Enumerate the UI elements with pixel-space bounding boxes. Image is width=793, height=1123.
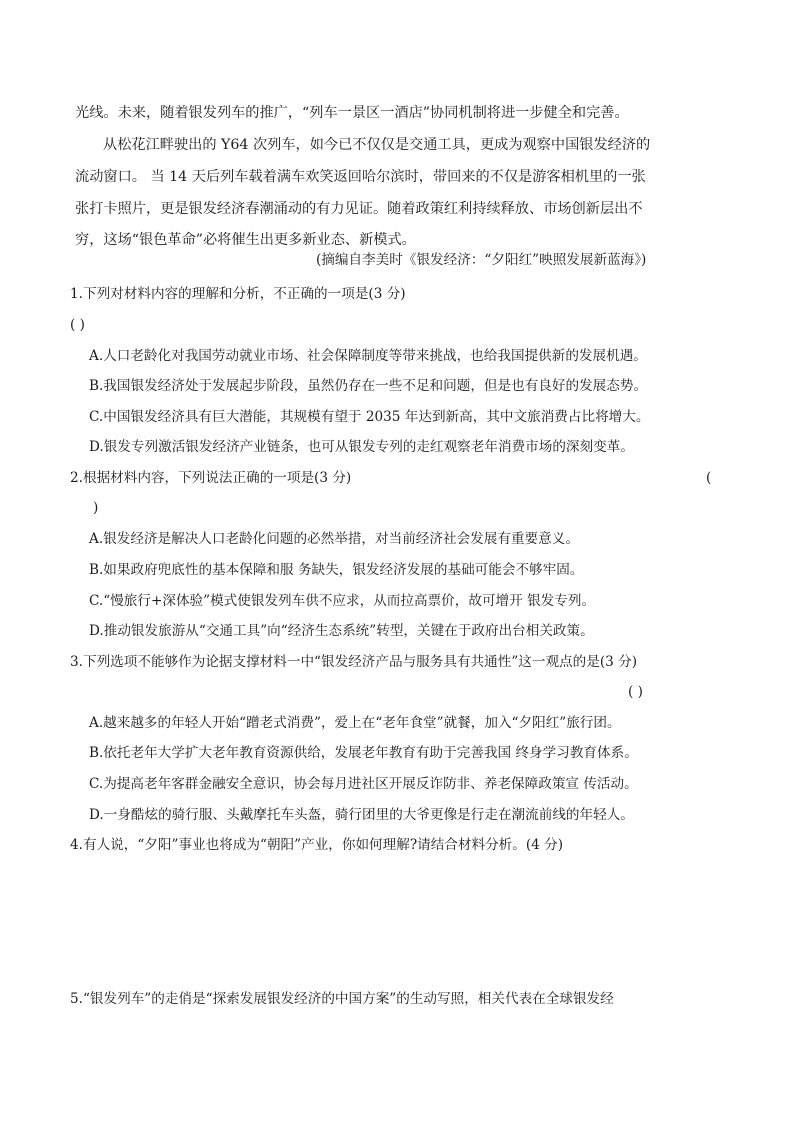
answer-bracket: ( ) bbox=[628, 684, 643, 700]
option-b: B.如果政府兜底性的基本保障和服 务缺失，银发经济发展的基础可能会不够牢固。 bbox=[89, 562, 584, 578]
question-stem: 5.“银发列车”的走俏是“探索发展银发经济的中国方案”的生动写照，相关代表在全球银发经 bbox=[70, 991, 614, 1007]
source-citation: (摘编自李美时《银发经济：“夕阳红”映照发展新蓝海》) bbox=[316, 252, 647, 268]
passage-line: 从松花江畔驶出的 Y64 次列车，如今已不仅仅是交通工具，更成为观察中国银发经济的 bbox=[103, 137, 651, 153]
option-b: B.依托老年大学扩大老年教育资源供给，发展老年教育有助于完善我国 终身学习教育体系。 bbox=[89, 745, 638, 761]
option-d: D.推动银发旅游从“交通工具”向“经济生态系统”转型，关键在于政府出台相关政策。 bbox=[89, 623, 594, 639]
question-stem: 2.根据材料内容，下列说法正确的一项是(3 分) bbox=[70, 470, 352, 486]
passage-line: 张打卡照片，更是银发经济春潮涌动的有力见证。随着政策红利持续释放、市场创新层出不 bbox=[75, 201, 643, 217]
option-c: C.中国银发经济具有巨大潜能，其规模有望于 2035 年达到新高，其中文旅消费占比将增大。 bbox=[89, 409, 650, 425]
option-d: D.银发专列激活银发经济产业链条，也可从银发专列的走红观察老年消费市场的深刻变革。 bbox=[89, 439, 634, 455]
option-a: A.人口老龄化对我国劳动就业市场、社会保障制度等带来挑战，也给我国提供新的发展机遇。 bbox=[89, 348, 647, 364]
answer-bracket-close: ) bbox=[93, 500, 99, 516]
answer-bracket: ( ) bbox=[70, 317, 85, 333]
answer-bracket-open: ( bbox=[706, 470, 712, 486]
option-c: C.“慢旅行+深体验”模式使银发列车供不应求，从而拉高票价，故可增开 银发专列。 bbox=[89, 593, 596, 609]
passage-line: 流动窗口。 当 14 天后列车载着满车欢笑返回哈尔滨时，带回来的不仅是游客相机里的一张 bbox=[75, 169, 646, 185]
option-a: A.银发经济是解决人口老龄化问题的必然举措，对当前经济社会发展有重要意义。 bbox=[89, 531, 579, 547]
option-d: D.一身酷炫的骑行服、头戴摩托车头盔，骑行团里的大爷更像是行走在潮流前线的年轻人。 bbox=[89, 807, 634, 823]
option-b: B.我国银发经济处于发展起步阶段，虽然仍存在一些不足和问题，但是也有良好的发展态势。 bbox=[89, 378, 648, 394]
option-a: A.越来越多的年轻人开始“蹭老式消费”，爱上在“老年食堂”就餐，加入“夕阳红”旅行团。 bbox=[89, 715, 621, 731]
question-stem: 1.下列对材料内容的理解和分析，不正确的一项是(3 分) bbox=[70, 286, 406, 302]
question-stem: 4.有人说，“夕阳”事业也将成为“朝阳”产业，你如何理解?请结合材料分析。(4 分) bbox=[70, 837, 564, 853]
passage-line: 穷，这场“银色革命”必将催生出更多新业态、新模式。 bbox=[75, 232, 416, 248]
question-stem: 3.下列选项不能够作为论据支撑材料一中“银发经济产品与服务具有共通性”这一观点的是(3 分) bbox=[70, 654, 638, 670]
passage-line: 光线。未来，随着银发列车的推广，“列车一景区一酒店”协同机制将进一步健全和完善。 bbox=[75, 105, 629, 121]
option-c: C.为提高老年客群金融安全意识，协会每月进社区开展反诈防非、养老保障政策宣 传活动。 bbox=[89, 776, 638, 792]
